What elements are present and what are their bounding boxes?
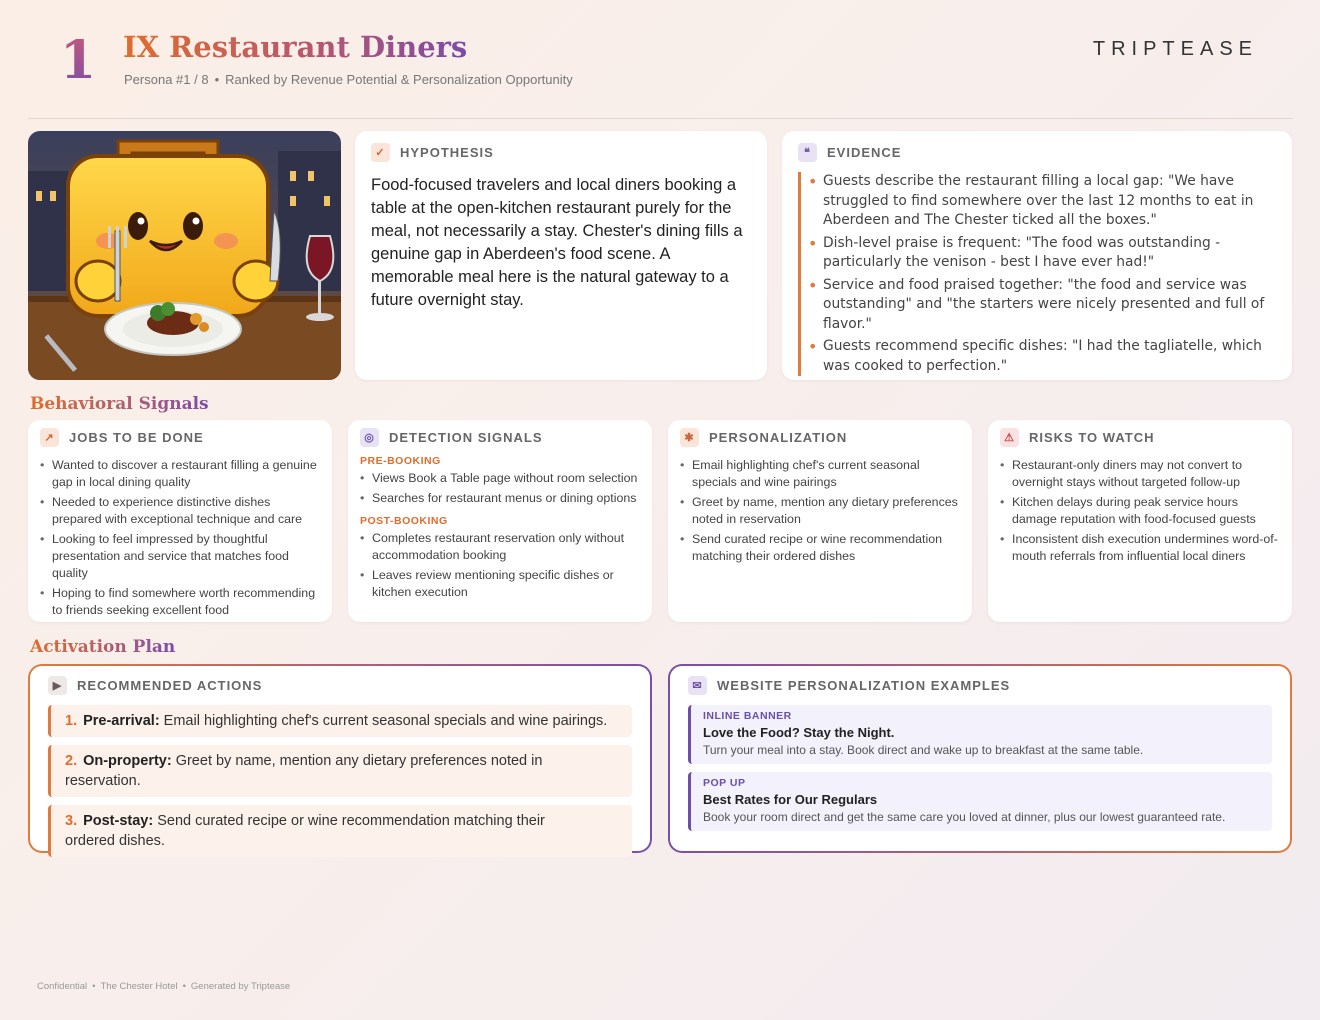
action-text: Send curated recipe or wine recommendation matching their ordered dishes. bbox=[65, 813, 545, 849]
list-item: • Restaurant-only diners may not convert to overnight stays without targeted follow-up bbox=[1000, 457, 1280, 491]
list-item: • Greet by name, mention any dietary preferences noted in reservation bbox=[680, 494, 960, 528]
hypothesis-heading: HYPOTHESIS bbox=[400, 145, 494, 160]
post-booking-label: POST-BOOKING bbox=[360, 515, 448, 527]
checkmark-icon: ✓ bbox=[371, 143, 390, 162]
evidence-item: • Service and food praised together: "the food and service was outstanding" and "the starters were nicely presented and full of flavor." bbox=[823, 276, 1276, 335]
evidence-item: • Dish-level praise is frequent: "The food was outstanding - particularly the venison - best I have ever had!" bbox=[823, 234, 1276, 273]
detection-header bbox=[360, 428, 640, 447]
example-headline: Love the Food? Stay the Night. bbox=[703, 725, 895, 740]
post-booking-list bbox=[360, 530, 640, 601]
behavioral-section-title: Behavioral Signals bbox=[30, 394, 209, 414]
list-item: • Inconsistent dish execution undermines word-of-mouth referrals from influential local diners bbox=[1000, 531, 1280, 565]
risks-list bbox=[1000, 457, 1280, 565]
action-label: Post-stay: bbox=[83, 813, 154, 829]
footer-hotel: The Chester Hotel bbox=[100, 981, 178, 992]
example-popup bbox=[688, 772, 1272, 831]
examples-header bbox=[688, 676, 1272, 695]
evidence-card bbox=[782, 131, 1292, 380]
hypothesis-header bbox=[371, 143, 751, 162]
pre-booking-label: PRE-BOOKING bbox=[360, 455, 441, 467]
action-item bbox=[48, 705, 632, 737]
quote-icon: ❝ bbox=[798, 143, 817, 162]
actions-header bbox=[48, 676, 632, 695]
action-number: 3. bbox=[65, 813, 78, 829]
personalization-header bbox=[680, 428, 960, 447]
risks-header bbox=[1000, 428, 1280, 447]
brand-logo: TRIPTEASE bbox=[1092, 38, 1258, 60]
action-item bbox=[48, 805, 632, 857]
action-number: 1. bbox=[65, 713, 78, 729]
list-item: • Looking to feel impressed by thoughtful presentation and service that matches food quality bbox=[40, 531, 320, 582]
actions-heading: RECOMMENDED ACTIONS bbox=[77, 678, 263, 693]
example-type: INLINE BANNER bbox=[703, 710, 792, 722]
list-item: • Completes restaurant reservation only without accommodation booking bbox=[360, 530, 640, 564]
list-item: • Views Book a Table page without room selection bbox=[360, 470, 640, 487]
example-headline: Best Rates for Our Regulars bbox=[703, 792, 878, 807]
warning-icon: ⚠ bbox=[1000, 428, 1019, 447]
evidence-item: • Guests recommend specific dishes: "I had the tagliatelle, which was cooked to perfection." bbox=[823, 337, 1276, 376]
evidence-item: • Guests describe the restaurant filling a local gap: "We have struggled to find somewhere over the last 12 months to eat in Aberdeen and The Chester ticked all the boxes." bbox=[823, 172, 1276, 231]
footer-confidential: Confidential bbox=[37, 981, 88, 992]
page-header bbox=[0, 0, 1320, 120]
page-subtitle bbox=[124, 72, 573, 87]
detection-heading: DETECTION SIGNALS bbox=[389, 430, 543, 445]
page-title: IX Restaurant Diners bbox=[123, 30, 468, 64]
list-item: • Searches for restaurant menus or dining options bbox=[360, 490, 640, 507]
action-label: On-property: bbox=[83, 753, 172, 769]
list-item: • Needed to experience distinctive dishes prepared with exceptional technique and care bbox=[40, 494, 320, 528]
ranking-note: Ranked by Revenue Potential & Personalization Opportunity bbox=[225, 72, 573, 87]
sparkle-icon: ✱ bbox=[680, 428, 699, 447]
separator-dot: • bbox=[182, 981, 186, 992]
action-label: Pre-arrival: bbox=[83, 713, 160, 729]
action-number: 2. bbox=[65, 753, 78, 769]
action-text: Greet by name, mention any dietary preferences noted in reservation. bbox=[65, 753, 543, 789]
example-inline-banner bbox=[688, 705, 1272, 764]
persona-illustration bbox=[28, 131, 341, 380]
trend-arrow-icon: ↗ bbox=[40, 428, 59, 447]
pre-booking-list bbox=[360, 470, 640, 507]
jobs-card bbox=[28, 420, 332, 622]
target-icon: ◎ bbox=[360, 428, 379, 447]
play-icon: ▶ bbox=[48, 676, 67, 695]
example-body: Book your room direct and get the same care you loved at dinner, plus our lowest guaranteed rate. bbox=[703, 810, 1226, 824]
mail-icon: ✉ bbox=[688, 676, 707, 695]
personalization-list bbox=[680, 457, 960, 565]
hypothesis-card bbox=[355, 131, 767, 380]
persona-rank: 1 bbox=[60, 30, 97, 91]
header-divider bbox=[28, 118, 1293, 119]
list-item: • Send curated recipe or wine recommendation matching their ordered dishes bbox=[680, 531, 960, 565]
list-item: • Kitchen delays during peak service hours damage reputation with food-focused guests bbox=[1000, 494, 1280, 528]
footer-generated: Generated by Triptease bbox=[190, 981, 291, 992]
list-item: • Wanted to discover a restaurant filling a genuine gap in local dining quality bbox=[40, 457, 320, 491]
example-body: Turn your meal into a stay. Book direct and wake up to breakfast at the same table. bbox=[703, 743, 1144, 757]
list-item: • Hoping to find somewhere worth recommending to friends seeking excellent food bbox=[40, 585, 320, 619]
personalization-heading: PERSONALIZATION bbox=[709, 430, 848, 445]
activation-section-title: Activation Plan bbox=[30, 637, 176, 657]
jobs-list bbox=[40, 457, 320, 619]
separator-dot: • bbox=[214, 72, 220, 87]
hypothesis-text: Food-focused travelers and local diners booking a table at the open-kitchen restaurant purely for the meal, not necessarily a stay. Chester's dining fills a genuine gap in Aberdeen's food scene. A memorable meal here is the natural gateway to a future overnight stay. bbox=[371, 176, 743, 309]
action-item bbox=[48, 745, 632, 797]
personalization-card bbox=[668, 420, 972, 622]
evidence-header bbox=[798, 143, 1276, 162]
risks-card bbox=[988, 420, 1292, 622]
jobs-header bbox=[40, 428, 320, 447]
action-text: Email highlighting chef's current seasonal specials and wine pairings. bbox=[163, 713, 608, 729]
list-item: • Leaves review mentioning specific dishes or kitchen execution bbox=[360, 567, 640, 601]
persona-label: Persona #1 / 8 bbox=[124, 72, 209, 87]
evidence-list bbox=[798, 172, 1276, 376]
example-type: POP UP bbox=[703, 777, 746, 789]
detection-card bbox=[348, 420, 652, 622]
risks-heading: RISKS TO WATCH bbox=[1029, 430, 1155, 445]
jobs-heading: JOBS TO BE DONE bbox=[69, 430, 204, 445]
recommended-actions-card bbox=[28, 664, 652, 853]
list-item: • Email highlighting chef's current seasonal specials and wine pairings bbox=[680, 457, 960, 491]
separator-dot: • bbox=[92, 981, 96, 992]
examples-heading: WEBSITE PERSONALIZATION EXAMPLES bbox=[717, 678, 1011, 693]
website-examples-card bbox=[668, 664, 1292, 853]
evidence-heading: EVIDENCE bbox=[827, 145, 902, 160]
page-footer bbox=[37, 981, 290, 992]
